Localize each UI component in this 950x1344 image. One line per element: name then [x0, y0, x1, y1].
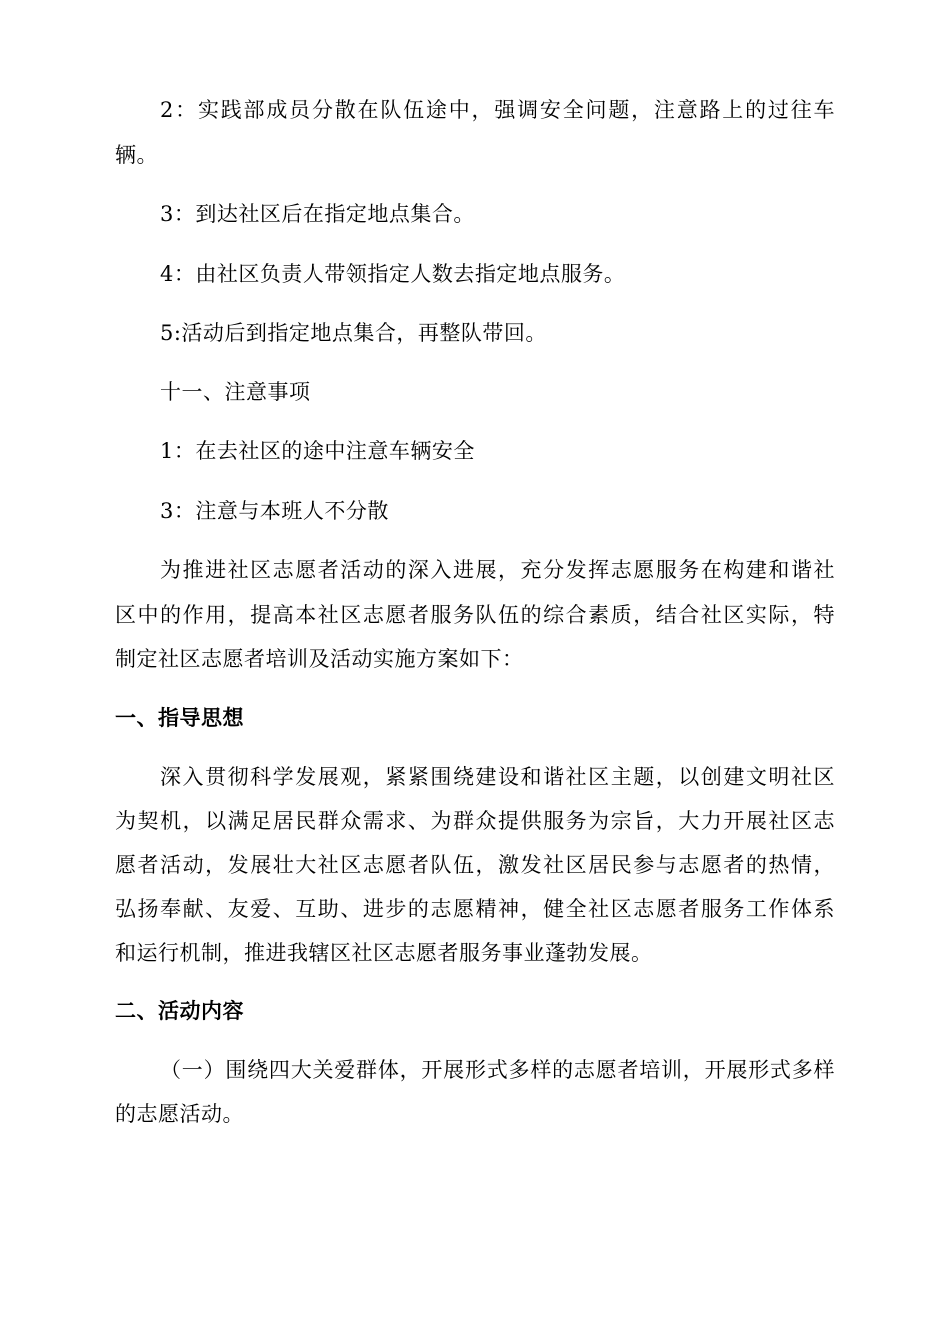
paragraph-line: 2：实践部成员分散在队伍途中，强调安全问题，注意路上的过往车: [160, 98, 835, 122]
section-title: 十一、注意事项: [160, 380, 311, 404]
paragraph-line: 愿者活动，发展壮大社区志愿者队伍，激发社区居民参与志愿者的热情，: [115, 853, 835, 877]
paragraph-line: 区中的作用，提高本社区志愿者服务队伍的综合素质，结合社区实际，特: [115, 603, 835, 627]
paragraph-line: 为契机，以满足居民群众需求、为群众提供服务为宗旨，大力开展社区志: [115, 809, 835, 833]
paragraph-line: 4：由社区负责人带领指定人数去指定地点服务。: [160, 262, 626, 286]
paragraph-line: 和运行机制，推进我辖区社区志愿者服务事业蓬勃发展。: [115, 941, 653, 965]
paragraph-line: 制定社区志愿者培训及活动实施方案如下：: [115, 647, 524, 671]
paragraph-line: 辆。: [115, 143, 158, 167]
paragraph-line: （一）围绕四大关爱群体，开展形式多样的志愿者培训，开展形式多样: [160, 1058, 835, 1082]
section-heading: 一、指导思想: [115, 706, 244, 730]
paragraph-line: 为推进社区志愿者活动的深入进展，充分发挥志愿服务在构建和谐社: [160, 558, 835, 582]
paragraph-line: 1：在去社区的途中注意车辆安全: [160, 439, 475, 463]
paragraph-line: 深入贯彻科学发展观，紧紧围绕建设和谐社区主题，以创建文明社区: [160, 765, 835, 789]
paragraph-line: 3：注意与本班人不分散: [160, 499, 389, 523]
section-heading: 二、活动内容: [115, 999, 244, 1023]
paragraph-line: 3：到达社区后在指定地点集合。: [160, 202, 475, 226]
paragraph-line: 5:活动后到指定地点集合，再整队带回。: [160, 321, 547, 345]
paragraph-line: 弘扬奉献、友爱、互助、进步的志愿精神，健全社区志愿者服务工作体系: [115, 897, 835, 921]
paragraph-line: 的志愿活动。: [115, 1102, 244, 1126]
